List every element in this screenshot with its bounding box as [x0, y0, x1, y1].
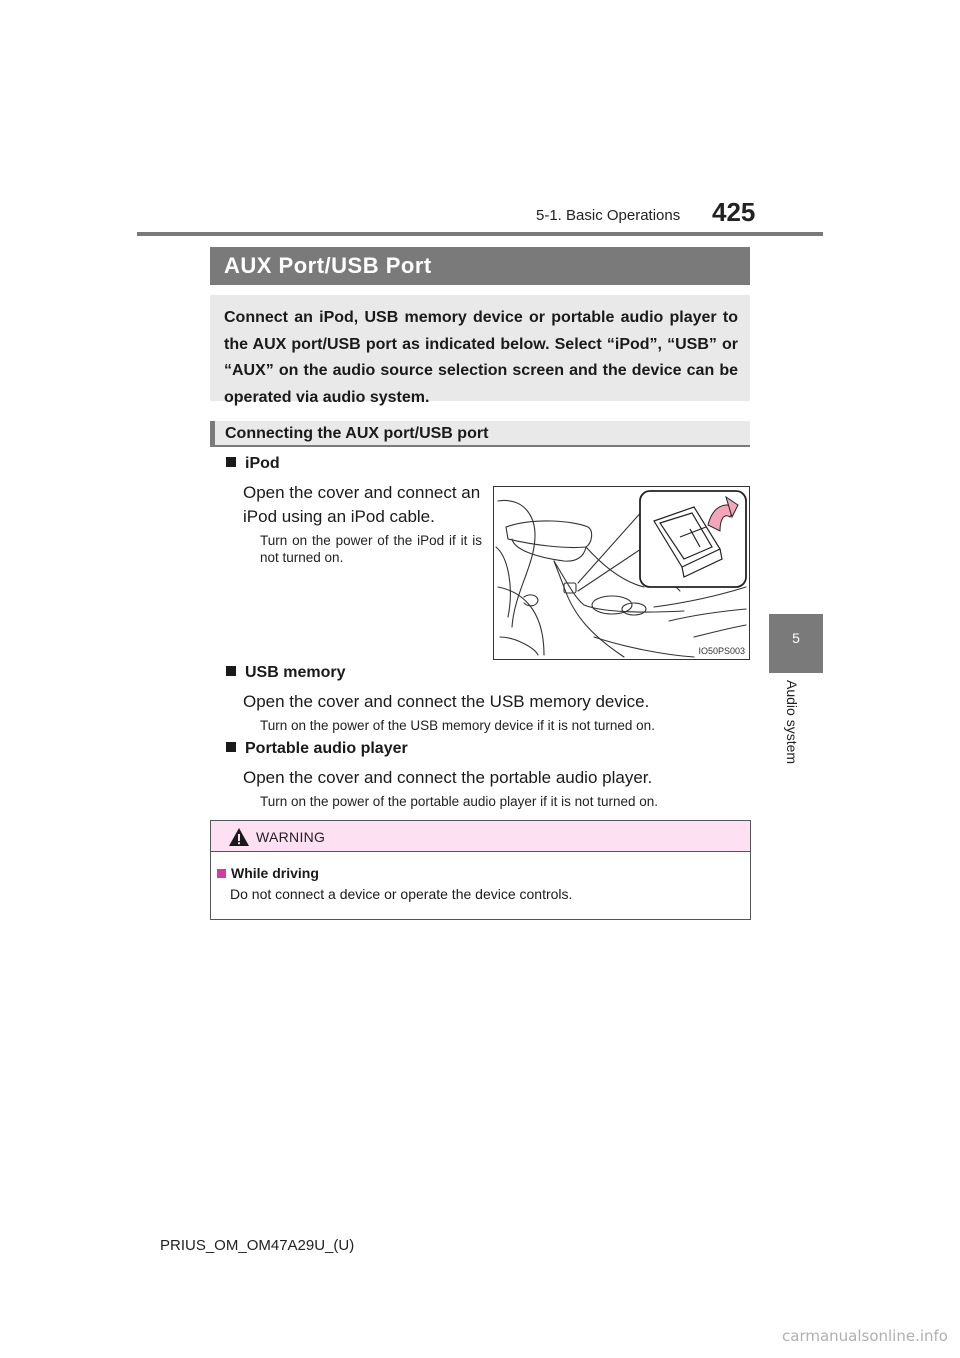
warning-title: WARNING — [256, 829, 326, 845]
section-title: 5-1. Basic Operations — [536, 207, 681, 224]
bullet-square-icon — [226, 742, 236, 752]
item-note-portable: Turn on the power of the portable audio player if it is not turned on. — [260, 794, 658, 809]
item-note-usb: Turn on the power of the USB memory device if it is not turned on. — [260, 718, 655, 733]
item-body-usb: Open the cover and connect the USB memory device. — [243, 692, 650, 711]
bullet-square-icon — [217, 869, 226, 878]
warning-body: Do not connect a device or operate the device controls. — [230, 886, 573, 902]
console-drawing — [494, 487, 749, 659]
header-rule — [137, 232, 823, 236]
page-number: 425 — [712, 197, 756, 227]
warning-header — [211, 821, 750, 852]
subsection-title: Connecting the AUX port/USB port — [210, 421, 750, 447]
chapter-label: Audio system — [784, 680, 800, 765]
warning-box — [210, 820, 751, 920]
item-note-ipod: Turn on the power of the iPod if it is not turned on. — [260, 533, 482, 565]
watermark: carmanualsonline.info — [782, 1327, 948, 1345]
item-body-ipod: Open the cover and connect an iPod using an iPod cable. — [243, 483, 481, 526]
console-usb-port-illustration — [493, 486, 750, 660]
item-heading-ipod: iPod — [226, 455, 280, 473]
warning-triangle-icon — [228, 827, 250, 847]
intro-text: Connect an iPod, USB memory device or portable audio player to the AUX port/USB port as indicated below. Select “iPod”, “USB” or “AUX” on the audio source selection screen and the device can be operated via audio system. — [210, 295, 750, 401]
page-title: AUX Port/USB Port — [210, 247, 750, 285]
item-heading-portable: Portable audio player — [226, 740, 408, 758]
illustration-code: IO50PS003 — [698, 646, 745, 656]
item-body-portable: Open the cover and connect the portable audio player. — [243, 768, 653, 787]
footer-code: PRIUS_OM_OM47A29U_(U) — [160, 1237, 355, 1254]
chapter-number: 5 — [792, 630, 800, 646]
bullet-square-icon — [226, 457, 236, 467]
item-heading-usb: USB memory — [226, 664, 345, 682]
bullet-square-icon — [226, 666, 236, 676]
warning-subheading: While driving — [217, 865, 319, 881]
